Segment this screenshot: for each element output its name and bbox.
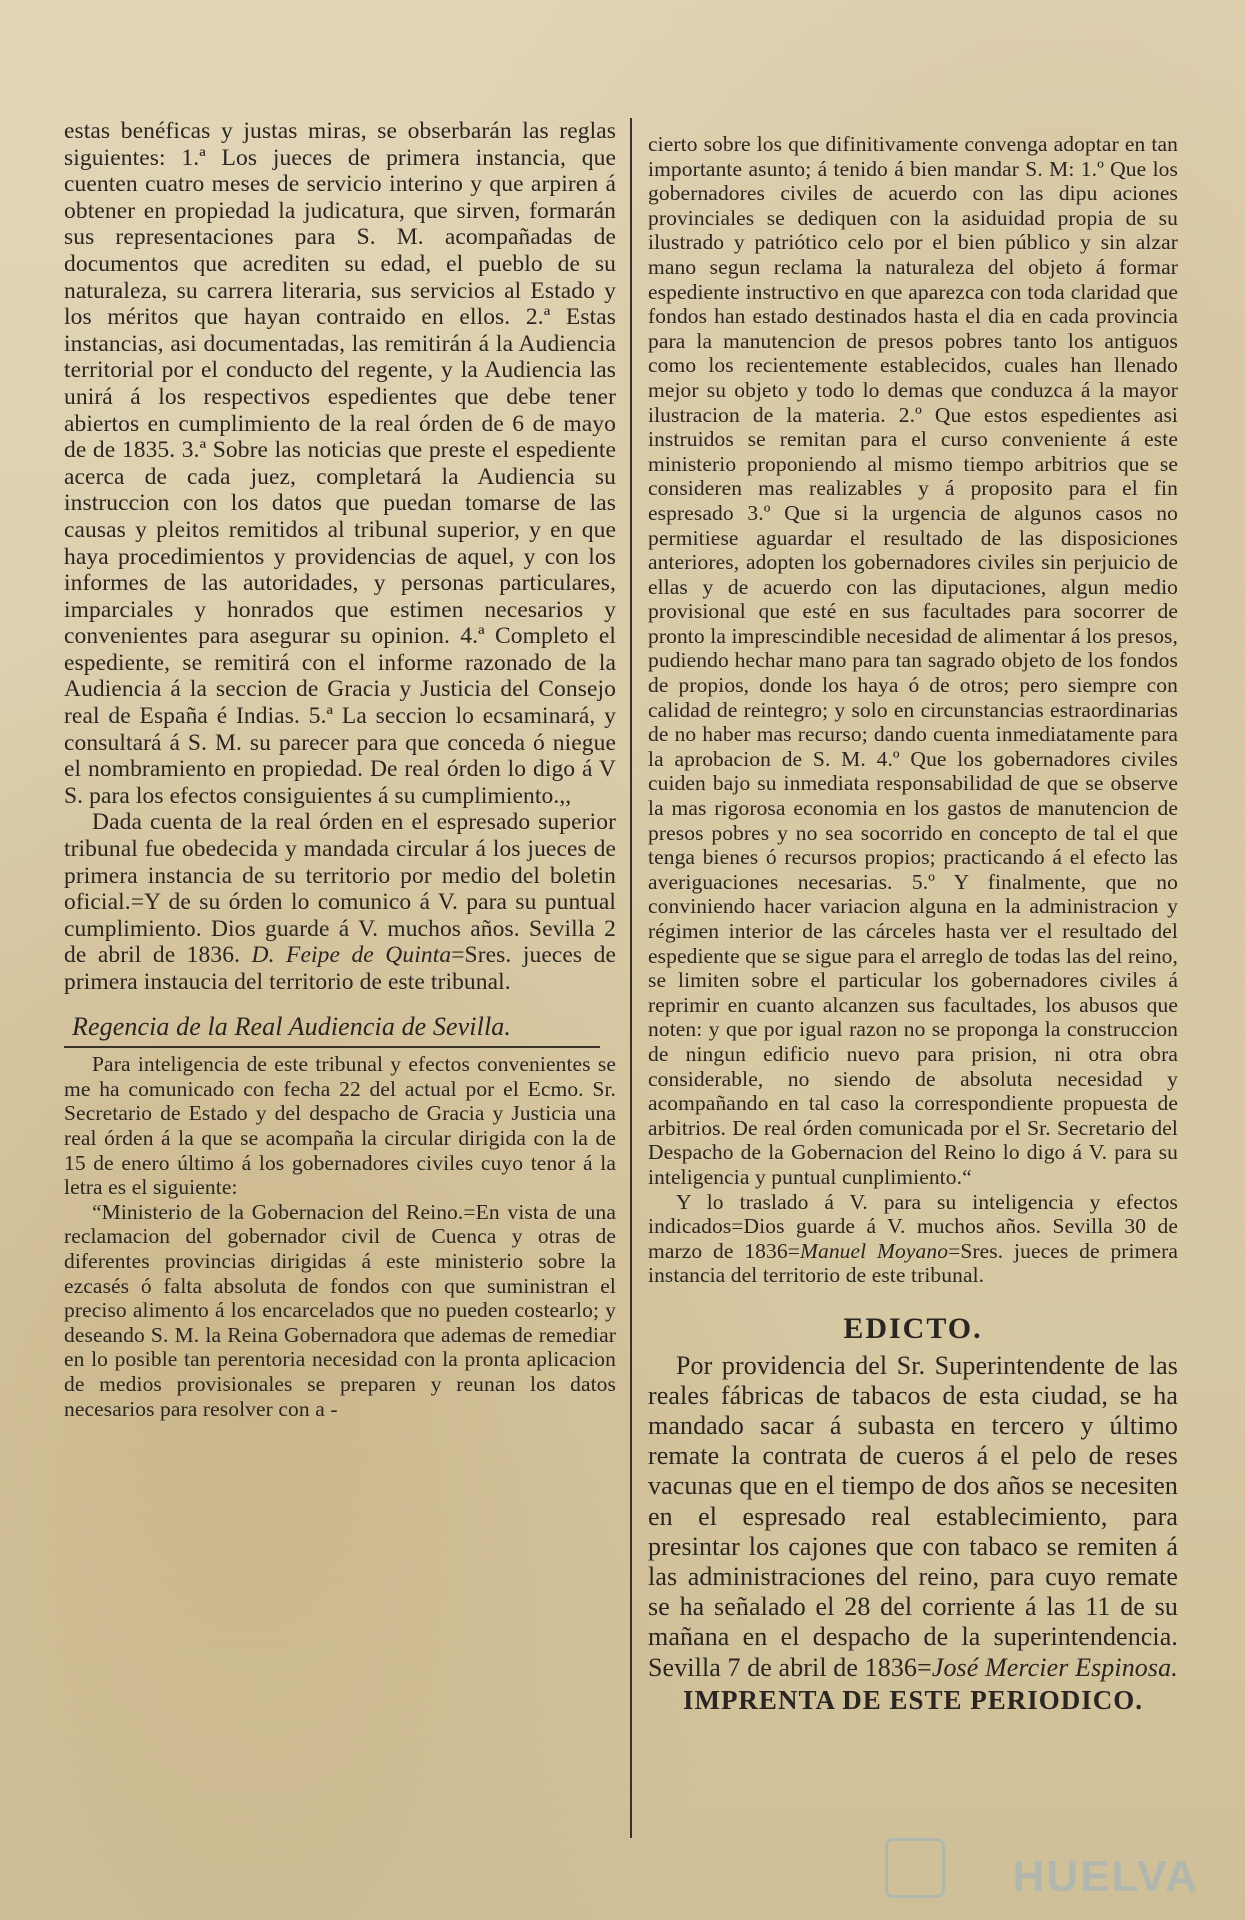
heading-rule — [64, 1046, 600, 1048]
right-paragraph-2-end: =Sres. jueces de primera instancia del territorio de este tribunal. — [648, 1238, 1178, 1288]
imprenta-line: IMPRENTA DE ESTE PERIODICO. — [682, 1684, 1144, 1715]
moyano-signature: Manuel Moyano — [799, 1238, 949, 1263]
left-paragraph-2 — [64, 809, 616, 995]
section-heading: Regencia de la Real Audiencia de Sevilla. — [72, 1011, 511, 1041]
watermark-text: HUELVA — [1012, 1852, 1199, 1901]
left-column — [64, 118, 616, 1421]
left-paragraph-1: estas benéficas y justas miras, se obserbarán las reglas siguientes: 1.ª Los jueces de primera instancia, que cuenten cuatro meses de servicio interino y que arpiren á obtener en propiedad la judicatura, que sirven, formarán sus representaciones para S. M. acompañadas de documentos que acrediten su edad, el pueblo de su naturaleza, su carrera literaria, sus servicios al Estado y los méritos que hayan contraido en ellos. 2.ª Estas instancias, asi documentadas, las remitirán á la Audiencia territorial por el conducto del regente, y la Audiencia las unirá á los respectivos espedientes que debe tener abiertos en cumplimiento de la real órden de 6 de mayo de de 1835. 3.ª Sobre las noticias que preste el espediente acerca de cada juez, completará la Audiencia su instruccion con los datos que puedan tomarse de las causas y pleitos remitidos al tribunal superior, y en que haya procedimientos y providencias de aquel, y con los informes de las autoridades, y personas particulares, imparciales y honrados que estimen necesarios y convenientes para asegurar su opinion. 4.ª Completo el espediente, se remitirá con el informe razonado de la Audiencia á la seccion de Gracia y Justicia del Consejo real de España é Indias. 5.ª La seccion lo ecsaminará, y consultará á S. M. su parecer para que conceda ó niegue el nombramiento en propiedad. De real órden lo digo á V S. para los efectos consiguientes á su cumplimiento.,, — [64, 118, 616, 809]
left-paragraph-4: “Ministerio de la Gobernacion del Reino.=En vista de una reclamacion del gobernador civil de Cuenca y otras de diferentes provincias dirigidas á este ministerio sobre la ezcasés ó falta absoluta de fondos con que suministran el preciso alimento á los encarcelados que no pueden costearlo; y deseando S. M. la Reina Gobernadora que ademas de remediar en lo posible tan perentoria necesidad con la pronta aplicacion de medios provisionales se preparen y reunan los datos necesarios para resolver con a - — [64, 1199, 616, 1421]
edicto-text — [648, 1351, 1178, 1683]
left-paragraph-3: Para inteligencia de este tribunal y efectos convenientes se me ha comunicado con fecha 22 del actual por el Ecmo. Sr. Secretario de Estado y del despacho de Gracia y Justicia una real órden á la que se acompaña la circular dirigida con la de 15 de enero último á los gobernadores civiles cuyo tenor á la letra es el siguiente: — [64, 1052, 616, 1200]
right-paragraph-2-start: Y lo traslado á V. para su inteligencia y efectos indicados=Dios guarde á V. muchos años. Sevilla 30 de marzo de 1836= — [648, 1189, 1178, 1263]
edicto-body: Por providencia del Sr. Superintendente de las reales fábricas de tabacos de esta ciudad, se ha mandado sacar á subasta en tercero y último remate la contrata de cueros á el pelo de reses vacunas que en el tiempo de dos años se necesiten en el espresado real establecimiento, para presintar los cajones que con tabaco se remiten á las administraciones del reino, para cuyo remate se ha señalado el 28 del corriente á las 11 de su mañana en el despacho de la superintendencia. Sevilla 7 de abril de 1836= — [648, 1350, 1178, 1682]
edicto-title: EDICTO. — [843, 1311, 983, 1345]
right-paragraph-1: cierto sobre los que difinitivamente convenga adoptar en tan importante asunto; á tenido á bien mandar S. M: 1.º Que los gobernadores civiles de acuerdo con las dipu aciones provinciales se dediquen con la asiduidad propia de su ilustrado y patriótico celo por el bien público y sin alzar mano segun reclama la naturaleza del objeto á formar espediente instructivo en que aparezca con toda claridad que fondos han estado destinados hasta el dia en cada provincia para la manutencion de presos pobres tanto los antiguos como los recientemente establecidos, cuales han llenado mejor su objeto y todo lo demas que conduzca á la mayor ilustracion de la materia. 2.º Que estos espedientes asi instruidos se remitan para el curso conveniente á este ministerio proponiendo al mismo tiempo arbitrios que se consideren mas realizables y á proposito para el fin espresado 3.º Que si la urgencia de algunos casos no permitiese aguardar el resultado de las disposiciones anteriores, adopten los gobernadores civiles sin perjuicio de ellas y de acuerdo con las diputaciones, algun medio provisional que esté en sus facultades para socorrer de pronto la imprescindible necesidad de alimentar á los presos, pudiendo hechar mano para tan sagrado objeto de los fondos de propios, donde los haya ó de otros; pero siempre con calidad de reintegro; y solo en circunstancias estraordinarias de no haber mas recurso; dando cuenta inmediatamente para la aprobacion de S. M. 4.º Que los gobernadores civiles cuiden bajo su inmediata responsabilidad de que se observe la mas rigorosa economia en los gastos de manutencion de presos pobres y no sea socorrido en concepto de tal el que tenga bienes ó recursos propios; practicando á el efecto las averiguaciones necesarias. 5.º Y finalmente, que no conviniendo hacer variacion alguna en la administracion y régimen interior de las cárceles hasta ver el resultado del espediente que se sigue para el arreglo de todas las del reino, se limiten sobre el particular los gobernadores civiles á reprimir en cuanto alcanzen sus facultades, los abusos que noten: y que por igual razon no se proponga la construccion de ningun edificio nuevo para prision, ni otra obra considerable, no siendo de absoluta necesidad y acompañando en tal caso la correspondiente propuesta de arbitrios. De real órden comunicada por el Sr. Secretario del Despacho de la Gobernacion del Reino lo digo á V. para su inteligencia y puntual cunplimiento.“ — [648, 132, 1178, 1189]
left-closing: =Sres. jueces de primera instaucia del territorio de este tribunal. — [64, 942, 616, 995]
right-column — [648, 132, 1178, 1713]
watermark-logo-icon — [885, 1838, 945, 1898]
left-paragraph-2-text: Dada cuenta de la real órden en el espresado superior tribunal fue obedecida y mandada circular á los jueces de primera instancia de su territorio por medio del boletin oficial.=Y de su órden lo comunico á V. para su puntual cumplimiento. Dios guarde á V. muchos años. Sevilla 2 de abril de 1836. — [64, 809, 616, 969]
left-signature: D. Feipe de Quinta — [251, 942, 452, 969]
column-divider — [630, 118, 632, 1838]
edicto-signature: José Mercier Espinosa. — [931, 1652, 1178, 1682]
right-paragraph-2 — [648, 1190, 1178, 1288]
